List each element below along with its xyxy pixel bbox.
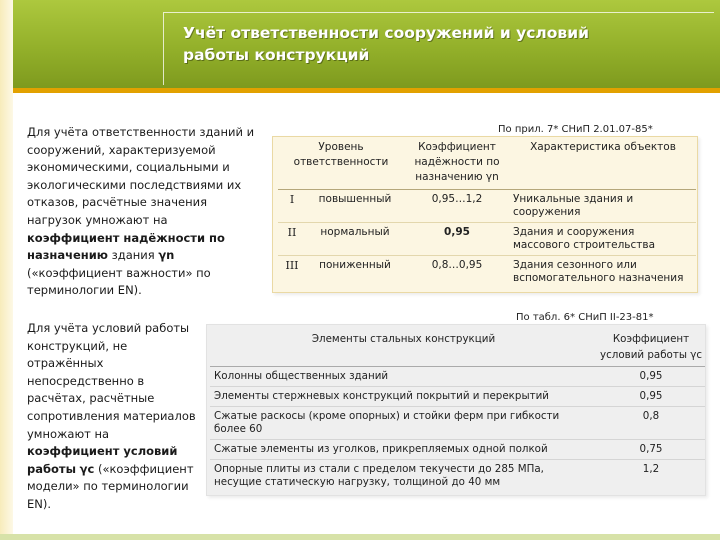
responsibility-term: коэффициент надёжности по назначению bbox=[27, 230, 225, 263]
responsibility-text-post: («коэффициент важности» по терминологии EN). bbox=[27, 265, 211, 298]
table-row bbox=[210, 460, 705, 493]
row-number: I bbox=[278, 190, 306, 223]
row-value: 1,2 bbox=[642, 463, 660, 475]
table1-header-desc: Характеристика объектов bbox=[510, 136, 696, 190]
table2-reference: По табл. 6* СНиП II-23-81* bbox=[516, 312, 654, 323]
slide-title bbox=[183, 22, 703, 66]
row-element: Элементы стержневых конструкций покрытий и перекрытий bbox=[210, 387, 597, 407]
row-value: 0,95 bbox=[597, 387, 705, 407]
row-value: 0,95 bbox=[597, 367, 705, 387]
gamma-n-symbol: γn bbox=[158, 248, 175, 263]
row-level: пониженный bbox=[319, 259, 391, 271]
row-level: повышенный bbox=[306, 190, 404, 223]
row-element: Колонны общественных зданий bbox=[210, 367, 597, 387]
table-row bbox=[210, 440, 705, 460]
row-desc: Здания и сооружения массового строительства bbox=[510, 223, 696, 256]
row-number: II bbox=[278, 223, 306, 256]
table-row bbox=[278, 223, 696, 256]
slide-title-line1: Учёт ответственности сооружений и условий bbox=[183, 24, 589, 42]
table-row bbox=[278, 256, 696, 289]
row-element: Опорные плиты из стали с пределом текучести до 285 МПа, несущие статическую нагрузку, толщиной до 40 мм bbox=[214, 463, 544, 488]
table-row bbox=[210, 407, 705, 440]
row-value: 0,8 bbox=[597, 407, 705, 440]
table2-header-elements: Элементы стальных конструкций bbox=[210, 328, 597, 367]
responsibility-paragraph bbox=[27, 124, 263, 300]
gamma-c-symbol: γc bbox=[79, 461, 95, 476]
row-coef: 0,95…1,2 bbox=[404, 190, 510, 223]
row-level: нормальный bbox=[306, 223, 404, 256]
table-row bbox=[210, 367, 705, 387]
responsibility-text-pre: Для учёта ответственности зданий и сооружений, характеризуемой экономическими, социальными и экологическими последствиями их отказов, расчётные значения нагрузок умножают на bbox=[27, 125, 255, 227]
table-row bbox=[278, 190, 696, 223]
responsibility-table bbox=[278, 136, 696, 288]
work-conditions-table bbox=[210, 328, 705, 492]
left-decor-stripe bbox=[0, 0, 13, 540]
responsibility-text-mid: здания bbox=[107, 248, 159, 263]
row-number: III bbox=[285, 259, 299, 272]
work-conditions-paragraph bbox=[27, 320, 202, 514]
table-row bbox=[210, 387, 705, 407]
table1-reference: По прил. 7* СНиП 2.01.07-85* bbox=[498, 124, 653, 135]
table2-header-coef: Коэффициент условий работы γc bbox=[597, 328, 705, 367]
row-coef: 0,95 bbox=[404, 223, 510, 256]
work-conditions-text-pre: Для учёта условий работы конструкций, не отражённых непосредственно в расчётах, расчётные сопротивления материалов умножают на bbox=[27, 321, 196, 441]
work-conditions-term: коэффициент условий работы bbox=[27, 444, 178, 476]
row-coef: 0,8…0,95 bbox=[431, 259, 483, 271]
row-element: Сжатые элементы из уголков, прикрепляемых одной полкой bbox=[210, 440, 597, 460]
slide-title-line2: работы конструкций bbox=[183, 46, 370, 64]
table1-header-coef: Коэффициент надёжности по назначению γn bbox=[404, 136, 510, 190]
row-value: 0,75 bbox=[597, 440, 705, 460]
table1-header-level: Уровень ответственности bbox=[278, 136, 404, 190]
row-element: Сжатые раскосы (кроме опорных) и стойки ферм при гибкости более 60 bbox=[210, 407, 597, 440]
header-accent-bar bbox=[13, 88, 720, 93]
slide-header bbox=[13, 0, 720, 88]
footer-decor-bar bbox=[0, 534, 720, 540]
row-desc: Уникальные здания и сооружения bbox=[510, 190, 696, 223]
row-desc: Здания сезонного или вспомогательного назначения bbox=[513, 259, 684, 284]
work-conditions-text-post: («коэффициент модели» по терминологии EN). bbox=[27, 461, 194, 511]
